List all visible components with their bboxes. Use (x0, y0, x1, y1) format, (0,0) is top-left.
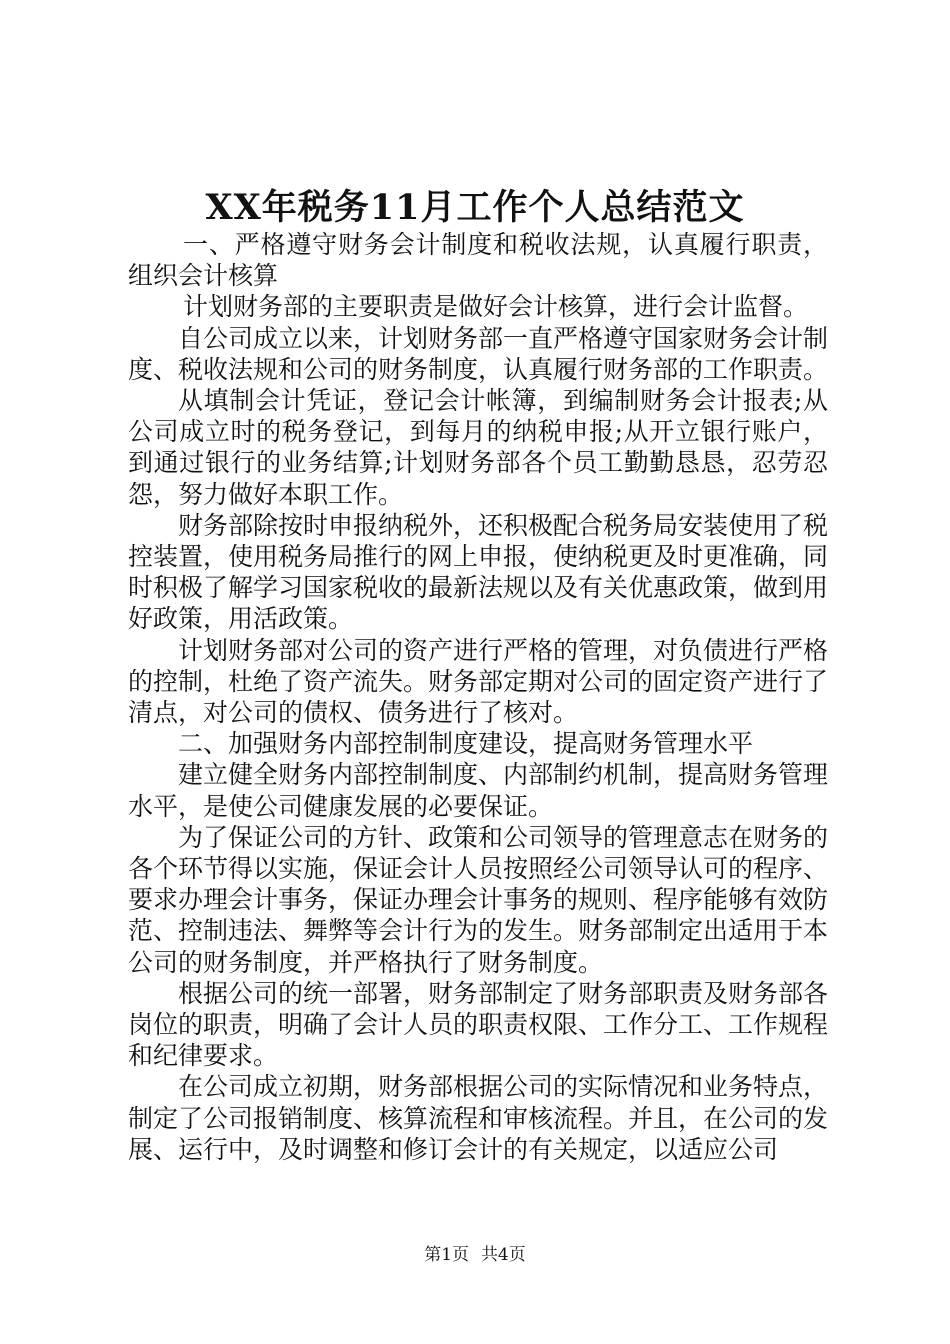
page-footer (0, 1243, 950, 1267)
document-title: XX年税务11月工作个人总结范文 (205, 187, 745, 228)
document-body (128, 229, 828, 1165)
section-heading-2: 二、加强财务内部控制制度建设，提高财务管理水平 (178, 729, 754, 759)
paragraph: 计划财务部的主要职责是做好会计核算，进行会计监督。 (183, 292, 809, 322)
paragraph: 从填制会计凭证，登记会计帐簿，到编制财务会计报表;从公司成立时的税务登记，到每月的纳税申报;从开立银行账户，到通过银行的业务结算;计划财务部各个员工勤勤恳恳，忍劳忍怨，努力做好本职工作。 (128, 386, 828, 509)
paragraph: 计划财务部对公司的资产进行严格的管理，对负债进行严格的控制，杜绝了资产流失。财务部定期对公司的固定资产进行了清点，对公司的债权、债务进行了核对。 (128, 635, 829, 728)
page-total: 共4页 (480, 1245, 526, 1265)
paragraph: 为了保证公司的方针、政策和公司领导的管理意志在财务的各个环节得以实施，保证会计人员按照经公司领导认可的程序、要求办理会计事务，保证办理会计事务的规则、程序能够有效防范、控制违法、舞弊等会计行为的发生。财务部制定出适用于本公司的财务制度，并严格执行了财务制度。 (128, 822, 829, 977)
paragraph: 财务部除按时申报纳税外，还积极配合税务局安装使用了税控装置，使用税务局推行的网上申报，使纳税更及时更准确，同时积极了解学习国家税收的最新法规以及有关优惠政策，做到用好政策，用活政策。 (128, 510, 829, 634)
paragraph: 自公司成立以来，计划财务部一直严格遵守国家财务会计制度、税收法规和公司的财务制度，认真履行财务部的工作职责。 (128, 323, 829, 384)
paragraph: 建立健全财务内部控制制度、内部制约机制，提高财务管理水平，是使公司健康发展的必要保证。 (128, 760, 829, 821)
section-heading-1: 一、严格遵守财务会计制度和税收法规，认真履行职责，组织会计核算 (128, 230, 828, 291)
paragraph: 在公司成立初期，财务部根据公司的实际情况和业务特点，制定了公司报销制度、核算流程和审核流程。并且，在公司的发展、运行中，及时调整和修订会计的有关规定，以适应公司 (128, 1072, 829, 1164)
paragraph: 根据公司的统一部署，财务部制定了财务部职责及财务部各岗位的职责，明确了会计人员的职责权限、工作分工、工作规程和纪律要求。 (128, 978, 829, 1071)
page-number: 第1页 (424, 1245, 470, 1265)
